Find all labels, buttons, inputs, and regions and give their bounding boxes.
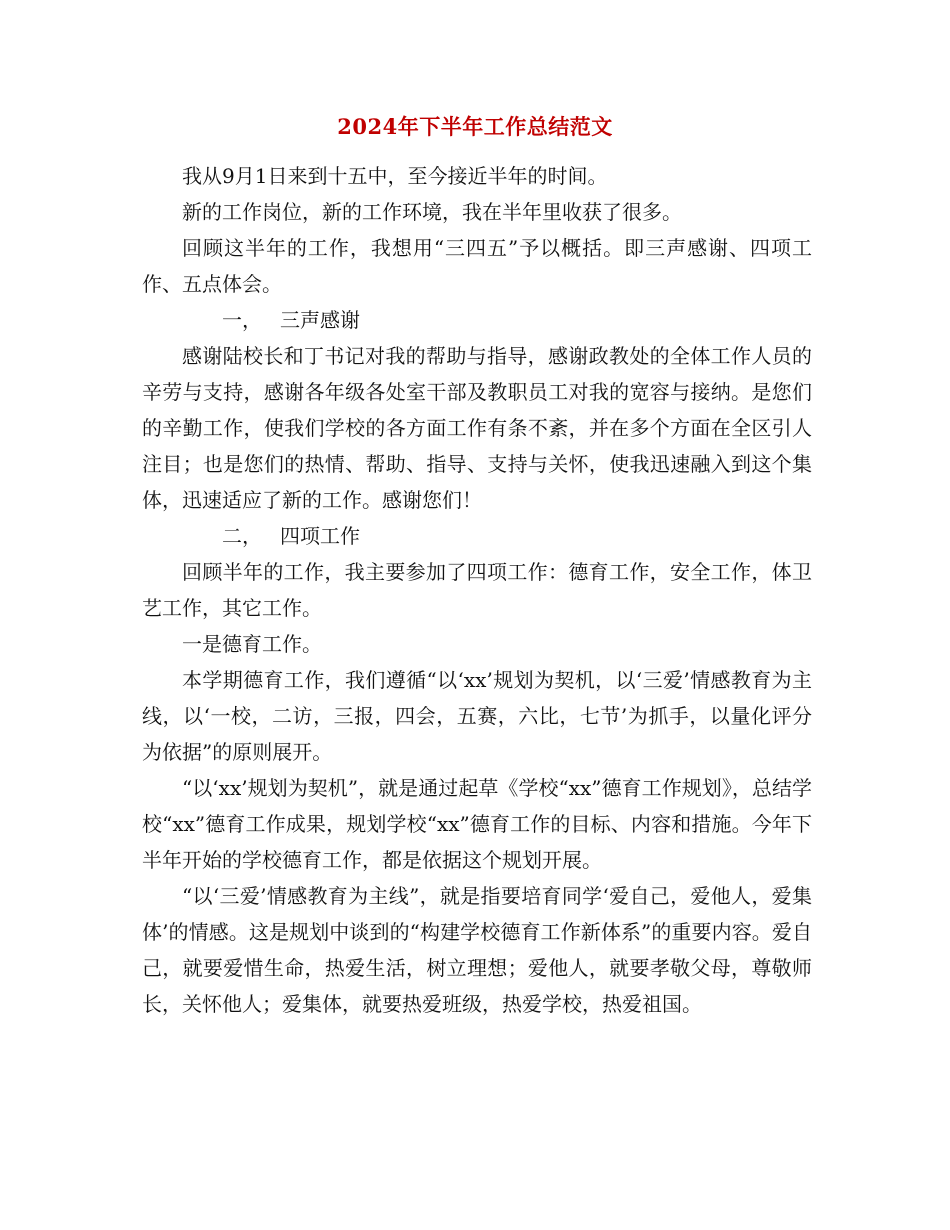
- section-title: 四项工作: [280, 524, 360, 548]
- document-body: [142, 158, 812, 1022]
- section-heading: [142, 302, 812, 338]
- section-title: 三声感谢: [280, 308, 360, 332]
- paragraph: “以‘三爱’情感教育为主线”，就是指要培育同学‘爱自己，爱他人，爱集体’的情感。这是规划中谈到的“构建学校德育工作新体系”的重要内容。爱自己，就要爱惜生命，热爱生活，树立理想；爱他人，就要孝敬父母，尊敬师长，关怀他人；爱集体，就要热爱班级，热爱学校，热爱祖国。: [142, 884, 812, 1016]
- paragraph: 回顾这半年的工作，我想用“三四五”予以概括。即三声感谢、四项工作、五点体会。: [142, 236, 812, 296]
- paragraph: “以‘xx’规划为契机”，就是通过起草《学校“xx”德育工作规划》，总结学校“xx”德育工作成果，规划学校“xx”德育工作的目标、内容和措施。今年下半年开始的学校德育工作，都是依据这个规划开展。: [142, 776, 812, 872]
- paragraph: 新的工作岗位，新的工作环境，我在半年里收获了很多。: [182, 200, 682, 224]
- paragraph: 一是德育工作。: [182, 632, 322, 656]
- section-number: 一，: [222, 308, 262, 332]
- section-heading: [142, 518, 812, 554]
- document-title: 2024年下半年工作总结范文: [337, 114, 613, 139]
- paragraph: 回顾半年的工作，我主要参加了四项工作：德育工作，安全工作，体卫艺工作，其它工作。: [142, 560, 812, 620]
- paragraph: 我从9月1日来到十五中，至今接近半年的时间。: [182, 164, 608, 188]
- paragraph: 本学期德育工作，我们遵循“以‘xx’规划为契机，以‘三爱’情感教育为主线，以‘一校，二访，三报，四会，五赛，六比，七节’为抓手，以量化评分为依据”的原则展开。: [142, 668, 812, 764]
- section-number: 二，: [222, 524, 262, 548]
- paragraph: 感谢陆校长和丁书记对我的帮助与指导，感谢政教处的全体工作人员的辛劳与支持，感谢各年级各处室干部及教职员工对我的宽容与接纳。是您们的辛勤工作，使我们学校的各方面工作有条不紊，并在多个方面在全区引人注目；也是您们的热情、帮助、指导、支持与关怀，使我迅速融入到这个集体，迅速适应了新的工作。感谢您们！: [142, 344, 812, 512]
